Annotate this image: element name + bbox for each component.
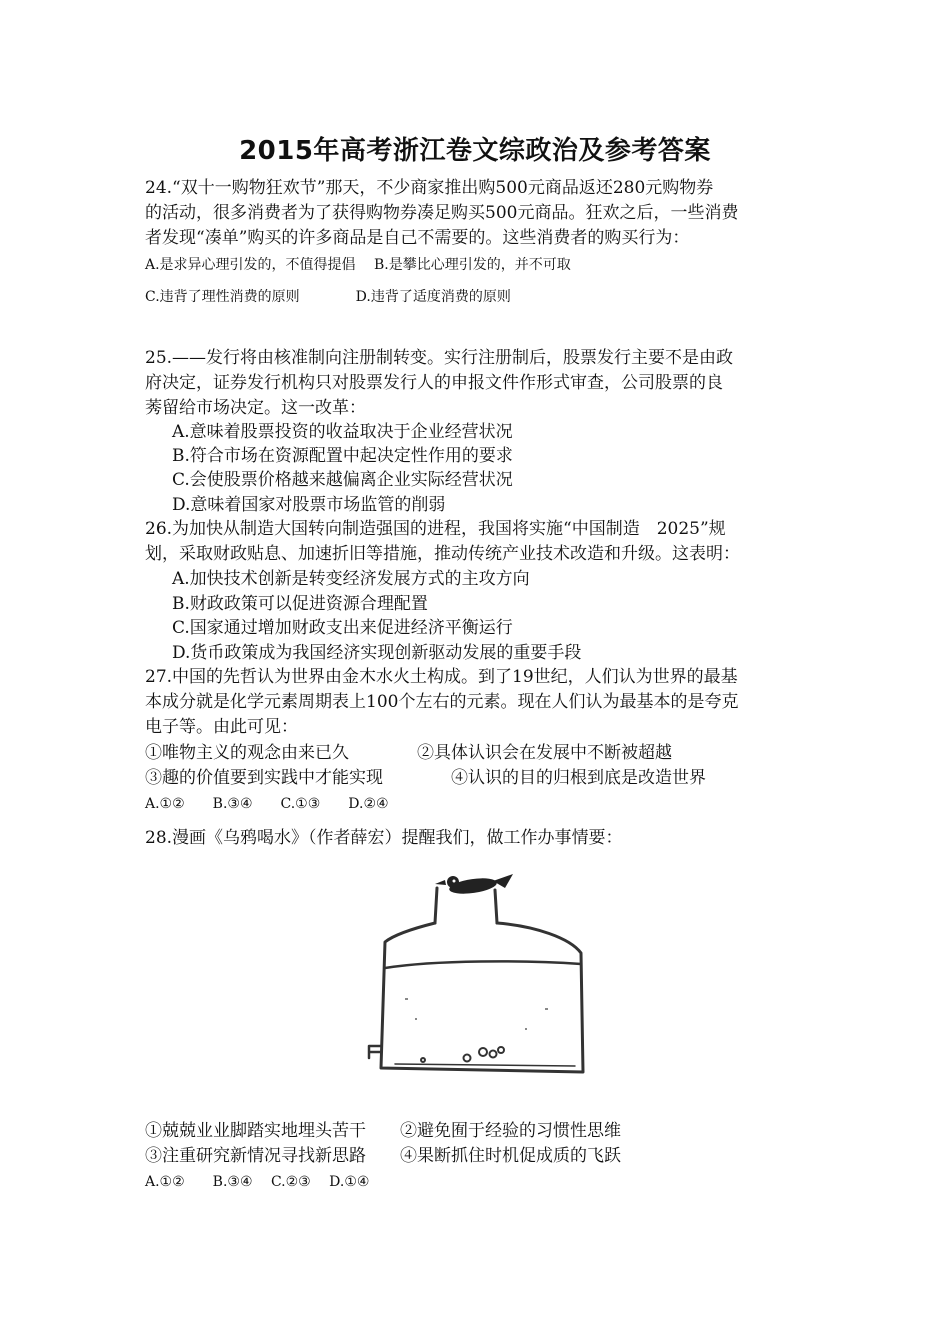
- page-title: 2015年高考浙江卷文综政治及参考答案: [239, 136, 711, 166]
- q24-stem-line-2: 的活动，很多消费者为了获得购物券凑足购买500元商品。狂欢之后，一些消费: [145, 203, 739, 223]
- q24-options-row-1: A.是求异心理引发的，不值得提倡 B.是攀比心理引发的，并不可取: [145, 257, 571, 273]
- crow-drinking-water-cartoon: [355, 868, 590, 1093]
- q24-stem-line-3: 者发现“凑单”购买的许多商品是自己不需要的。这些消费者的购买行为：: [145, 228, 690, 248]
- q28-choices: A.①② B.③④ C.②③ D.①④: [145, 1174, 370, 1190]
- q27-stem-line-3: 电子等。由此可见：: [145, 717, 298, 737]
- q26-option-c: C.国家通过增加财政支出来促进经济平衡运行: [172, 618, 513, 638]
- q26-stem-line-2: 划，采取财政贴息、加速折旧等措施，推动传统产业技术改造和升级。这表明：: [145, 544, 740, 564]
- q27-choices: A.①② B.③④ C.①③ D.②④: [145, 796, 389, 812]
- q26-stem-line-1: 26.为加快从制造大国转向制造强国的进程，我国将实施“中国制造 2025”规: [145, 519, 726, 539]
- q28-statements-row-1: ①兢兢业业脚踏实地埋头苦干 ②避免囿于经验的习惯性思维: [145, 1121, 621, 1141]
- q27-statements-row-2: ③趣的价值要到实践中才能实现 ④认识的目的归根到底是改造世界: [145, 768, 706, 788]
- q25-option-d: D.意味着国家对股票市场监管的削弱: [172, 495, 446, 515]
- q25-stem-line-2: 府决定，证券发行机构只对股票发行人的申报文件作形式审查，公司股票的良: [145, 373, 723, 393]
- q27-stem-line-2: 本成分就是化学元素周期表上100个左右的元素。现在人们认为最基本的是夸克: [145, 692, 739, 712]
- q25-option-c: C.会使股票价格越来越偏离企业实际经营状况: [172, 470, 513, 490]
- q24-stem-line-1: 24.“双十一购物狂欢节”那天，不少商家推出购500元商品返还280元购物券: [145, 178, 714, 198]
- q24-options-row-2: C.违背了理性消费的原则 D.违背了适度消费的原则: [145, 289, 511, 305]
- q28-stem: 28.漫画《乌鸦喝水》（作者薛宏）提醒我们，做工作办事情要：: [145, 828, 623, 848]
- q26-option-b: B.财政政策可以促进资源合理配置: [172, 594, 428, 614]
- q25-stem-line-3: 莠留给市场决定。这一改革：: [145, 398, 366, 418]
- q27-statements-row-1: ①唯物主义的观念由来已久 ②具体认识会在发展中不断被超越: [145, 743, 672, 763]
- q27-stem-line-1: 27.中国的先哲认为世界由金木水火土构成。到了19世纪，人们认为世界的最基: [145, 667, 738, 687]
- q25-stem-line-1: 25.——发行将由核准制向注册制转变。实行注册制后，股票发行主要不是由政: [145, 348, 734, 368]
- q26-option-d: D.货币政策成为我国经济实现创新驱动发展的重要手段: [172, 643, 582, 663]
- q25-option-a: A.意味着股票投资的收益取决于企业经营状况: [172, 422, 513, 442]
- q26-option-a: A.加快技术创新是转变经济发展方式的主攻方向: [172, 569, 530, 589]
- q28-statements-row-2: ③注重研究新情况寻找新思路 ④果断抓住时机促成质的飞跃: [145, 1146, 621, 1166]
- q25-option-b: B.符合市场在资源配置中起决定性作用的要求: [172, 446, 513, 466]
